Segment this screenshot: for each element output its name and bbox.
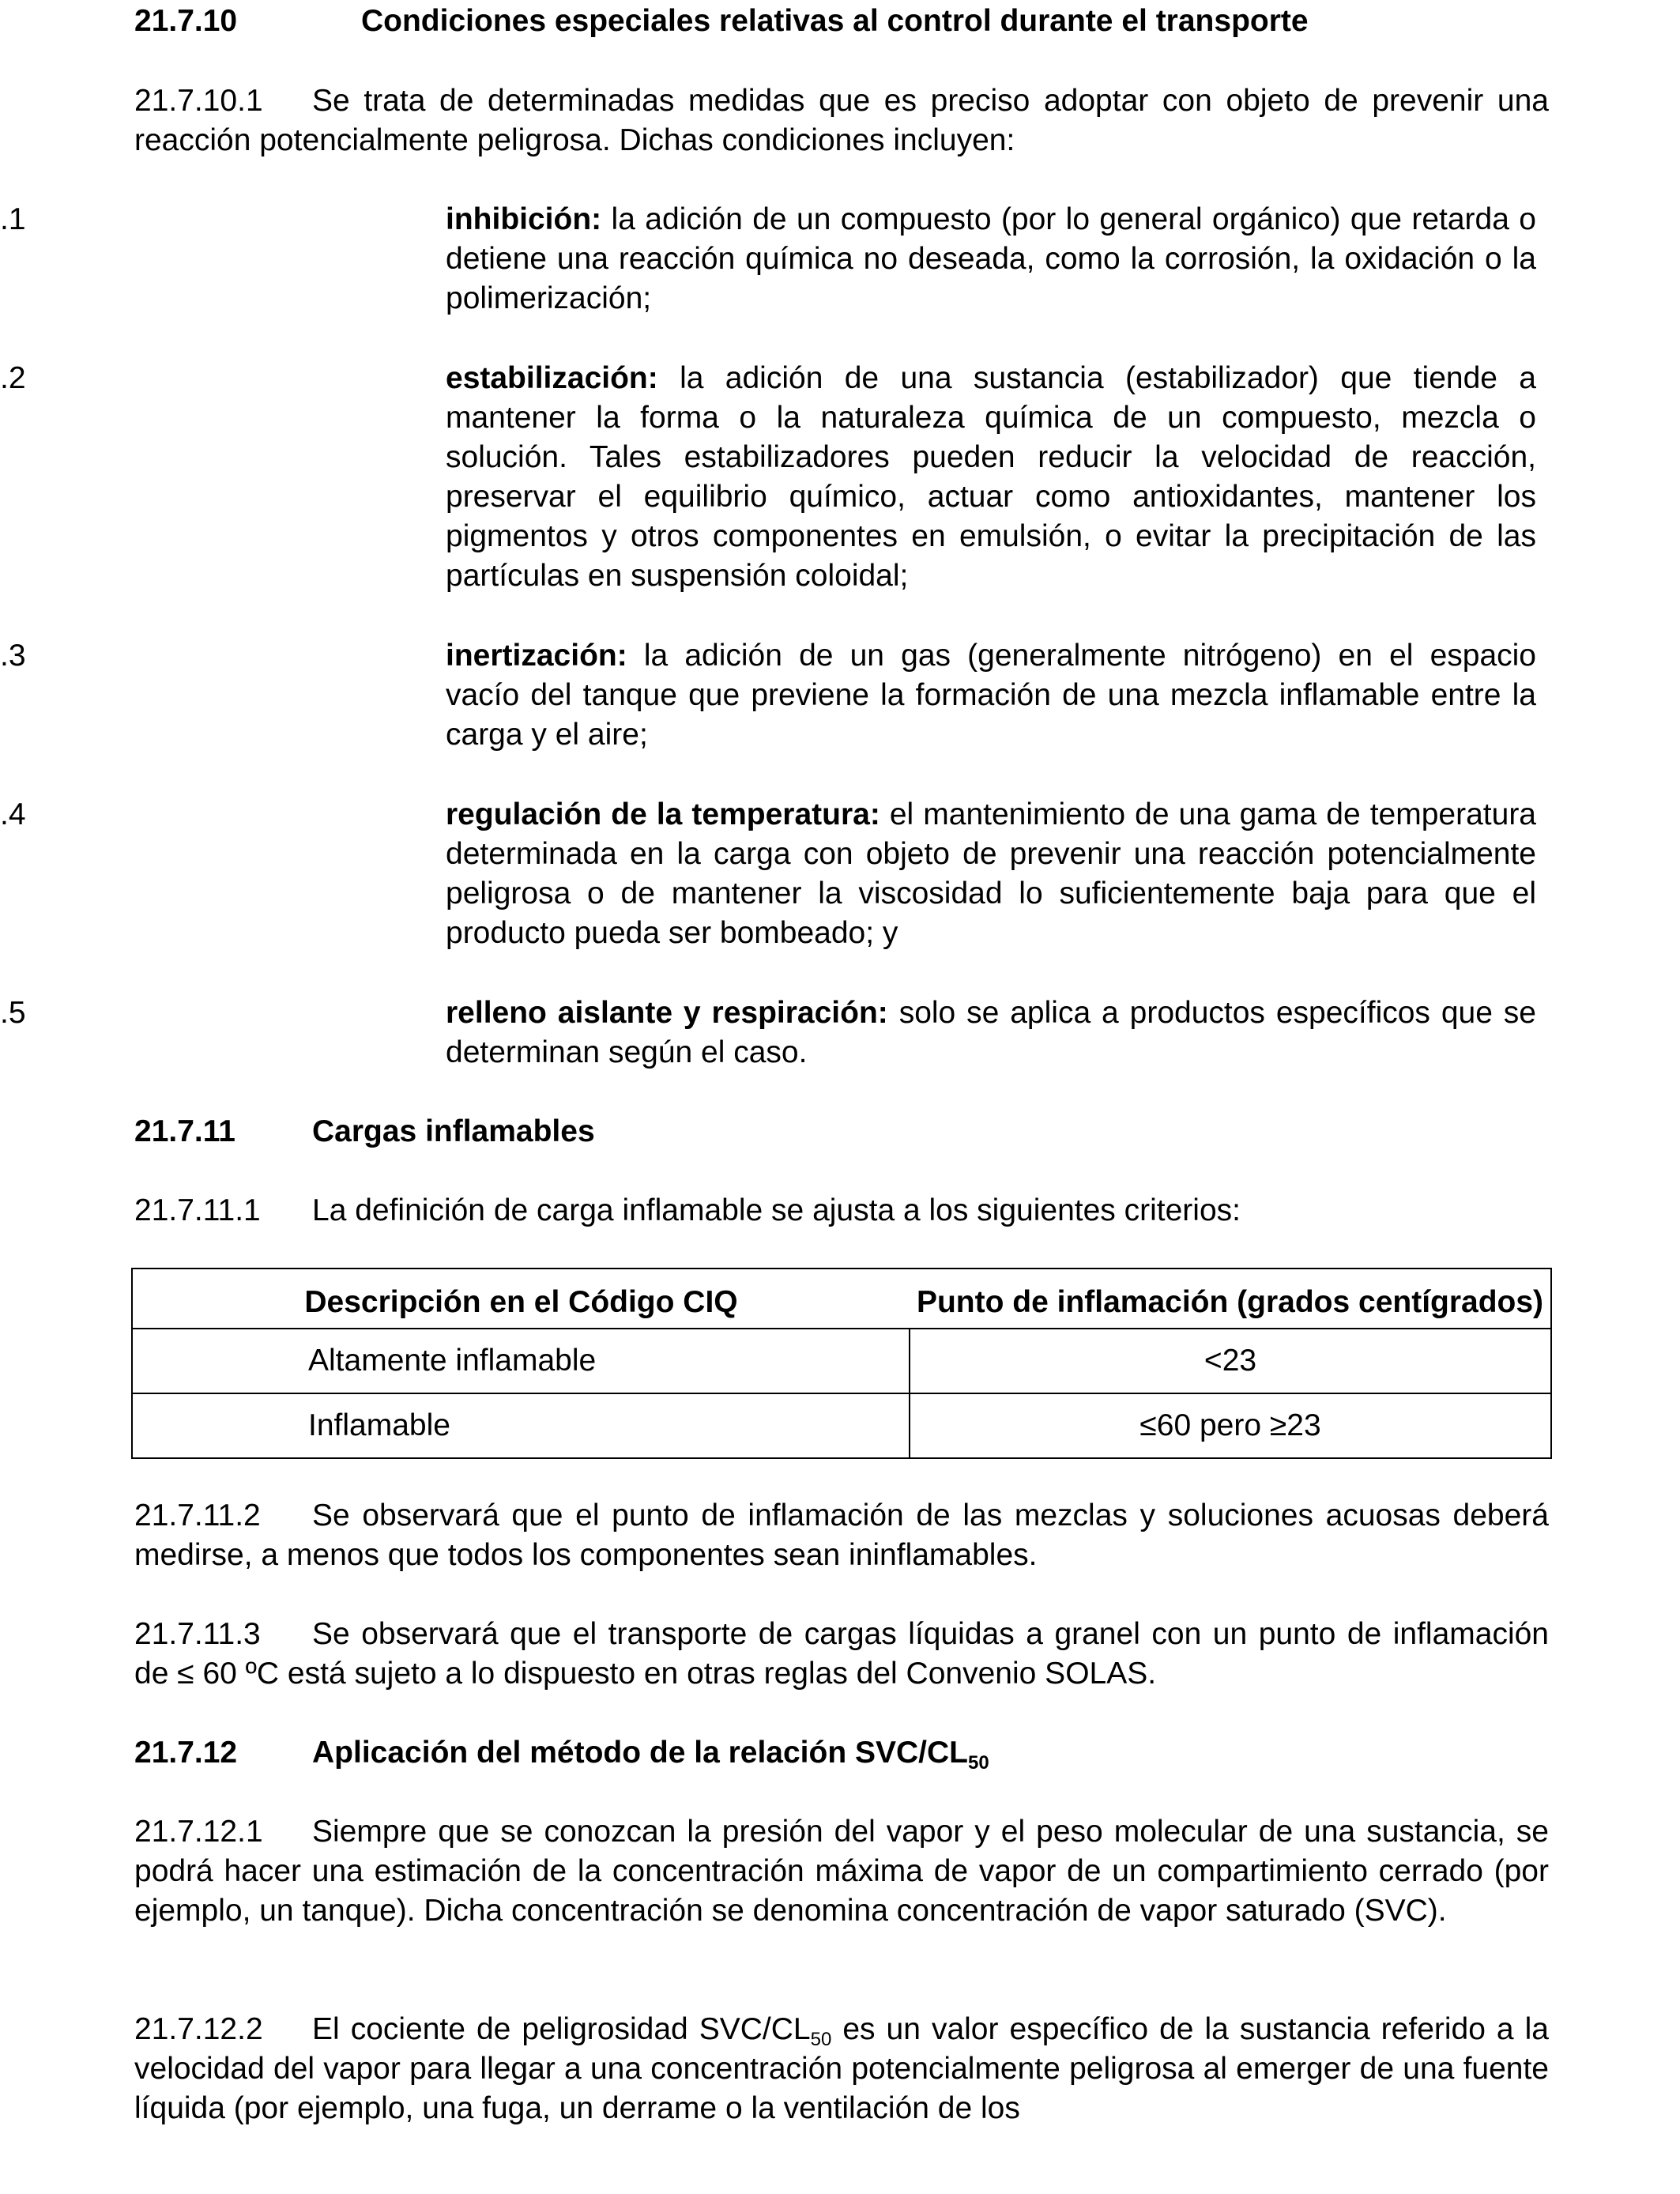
list-item-number: .4: [0, 797, 26, 831]
paragraph-21-7-11-1: [134, 1191, 1549, 1231]
section-title: [312, 1733, 989, 1773]
list-item-1: [0, 200, 1536, 319]
paragraph-number: 21.7.11.2: [134, 1498, 261, 1532]
list-item-term: relleno aislante y respiración:: [446, 996, 888, 1030]
list-item-2: [0, 359, 1536, 596]
paragraph-21-7-12-2: [134, 2010, 1549, 2128]
list-item-number: .3: [0, 639, 26, 673]
paragraph-21-7-11-3: [134, 1615, 1549, 1694]
table-cell: Inflamable: [132, 1393, 910, 1458]
list-item-term: inhibición:: [446, 202, 602, 236]
list-item-text: la adición de un gas (generalmente nitrógeno) en el espacio vacío del tanque que previene la formación de una mezcla inflamable entre la carga y el aire;: [446, 639, 1536, 752]
section-number: 21.7.11: [134, 1114, 235, 1148]
paragraph-text: Siempre que se conozcan la presión del vapor y el peso molecular de una sustancia, se podrá hacer una estimación de la concentración máxima de vapor de un compartimiento cerrado (por ejemplo, un tanque). Dicha concentración se denomina concentración de vapor saturado (SVC).: [134, 1815, 1549, 1928]
paragraph-text: Se observará que el transporte de cargas líquidas a granel con un punto de inflamación de ≤ 60 ºC está sujeto a lo dispuesto en otras reglas del Convenio SOLAS.: [134, 1617, 1549, 1691]
list-item-term: estabilización:: [446, 361, 658, 395]
paragraph-text: Se trata de determinadas medidas que es preciso adoptar con objeto de prevenir una reacción potencialmente peligrosa. Dichas condiciones incluyen:: [134, 84, 1549, 157]
list-item-term: inertización:: [446, 639, 627, 673]
list-item-text: el mantenimiento de una gama de temperatura determinada en la carga con objeto de prevenir una reacción potencialmente peligrosa o de mantener la viscosidad lo suficientemente baja para que el producto pueda ser bombeado; y: [446, 797, 1536, 950]
subscript: 50: [968, 1752, 989, 1774]
section-title: Condiciones especiales relativas al control durante el transporte: [361, 4, 1309, 38]
paragraph-text-a: El cociente de peligrosidad SVC/CL: [312, 2012, 811, 2046]
paragraph-21-7-11-2: [134, 1496, 1549, 1575]
paragraph-text: Se observará que el punto de inflamación de las mezclas y soluciones acuosas deberá medirse, a menos que todos los componentes sean ininflamables.: [134, 1498, 1549, 1572]
table-header-row: [132, 1269, 1551, 1329]
paragraph-text-b: es un valor específico de la sustancia referido a la velocidad del vapor para llegar a una concentración potencialmente peligrosa al emerger de una fuente líquida (por ejemplo, una fuga, un derrame o la ventilación de los: [134, 2012, 1550, 2125]
paragraph-text: La definición de carga inflamable se ajusta a los siguientes criterios:: [312, 1193, 1241, 1227]
table-cell: <23: [910, 1329, 1551, 1393]
list-item-number: .1: [0, 202, 26, 236]
list-item-number: .5: [0, 996, 26, 1030]
table-header-cell: Punto de inflamación (grados centígrados): [910, 1269, 1551, 1329]
table-cell: Altamente inflamable: [132, 1329, 910, 1393]
table-cell: ≤60 pero ≥23: [910, 1393, 1551, 1458]
paragraph-number: 21.7.11.3: [134, 1617, 261, 1651]
paragraph-number: 21.7.11.1: [134, 1193, 261, 1227]
paragraph-number: 21.7.10.1: [134, 84, 263, 118]
paragraph-number: 21.7.12.1: [134, 1815, 263, 1849]
list-item-3: [0, 636, 1536, 755]
section-heading-21-7-10: [134, 2, 1549, 41]
subscript: 50: [810, 2029, 832, 2050]
list-item-text: la adición de un compuesto (por lo general orgánico) que retarda o detiene una reacción química no deseada, como la corrosión, la oxidación o la polimerización;: [446, 202, 1536, 315]
section-number: 21.7.12: [134, 1736, 238, 1770]
list-item-text: solo se aplica a productos específicos que se determinan según el caso.: [446, 996, 1536, 1069]
flammability-table: [131, 1268, 1552, 1459]
section-heading-21-7-12: [134, 1733, 1549, 1773]
paragraph-21-7-12-1: [134, 1812, 1549, 1931]
table-row: [132, 1393, 1551, 1458]
list-item-5: [0, 993, 1536, 1072]
section-title-text: Aplicación del método de la relación SVC/CL: [312, 1736, 969, 1770]
list-item-number: .2: [0, 361, 26, 395]
list-item-4: [0, 795, 1536, 953]
list-item-text: la adición de una sustancia (estabilizador) que tiende a mantener la forma o la naturaleza química de un compuesto, mezcla o solución. Tales estabilizadores pueden reducir la velocidad de reacción, preservar el equilibrio químico, actuar como antioxidantes, mantener los pigmentos y otros componentes en emulsión, o evitar la precipitación de las partículas en suspensión coloidal;: [446, 361, 1536, 593]
section-number: 21.7.10: [134, 4, 238, 38]
paragraph-number: 21.7.12.2: [134, 2012, 263, 2046]
section-title: Cargas inflamables: [312, 1114, 595, 1148]
section-heading-21-7-11: [134, 1112, 1549, 1152]
paragraph-21-7-10-1: [134, 81, 1549, 160]
table-header-cell: Descripción en el Código CIQ: [132, 1269, 910, 1329]
list-item-term: regulación de la temperatura:: [446, 797, 880, 831]
table-row: [132, 1329, 1551, 1393]
